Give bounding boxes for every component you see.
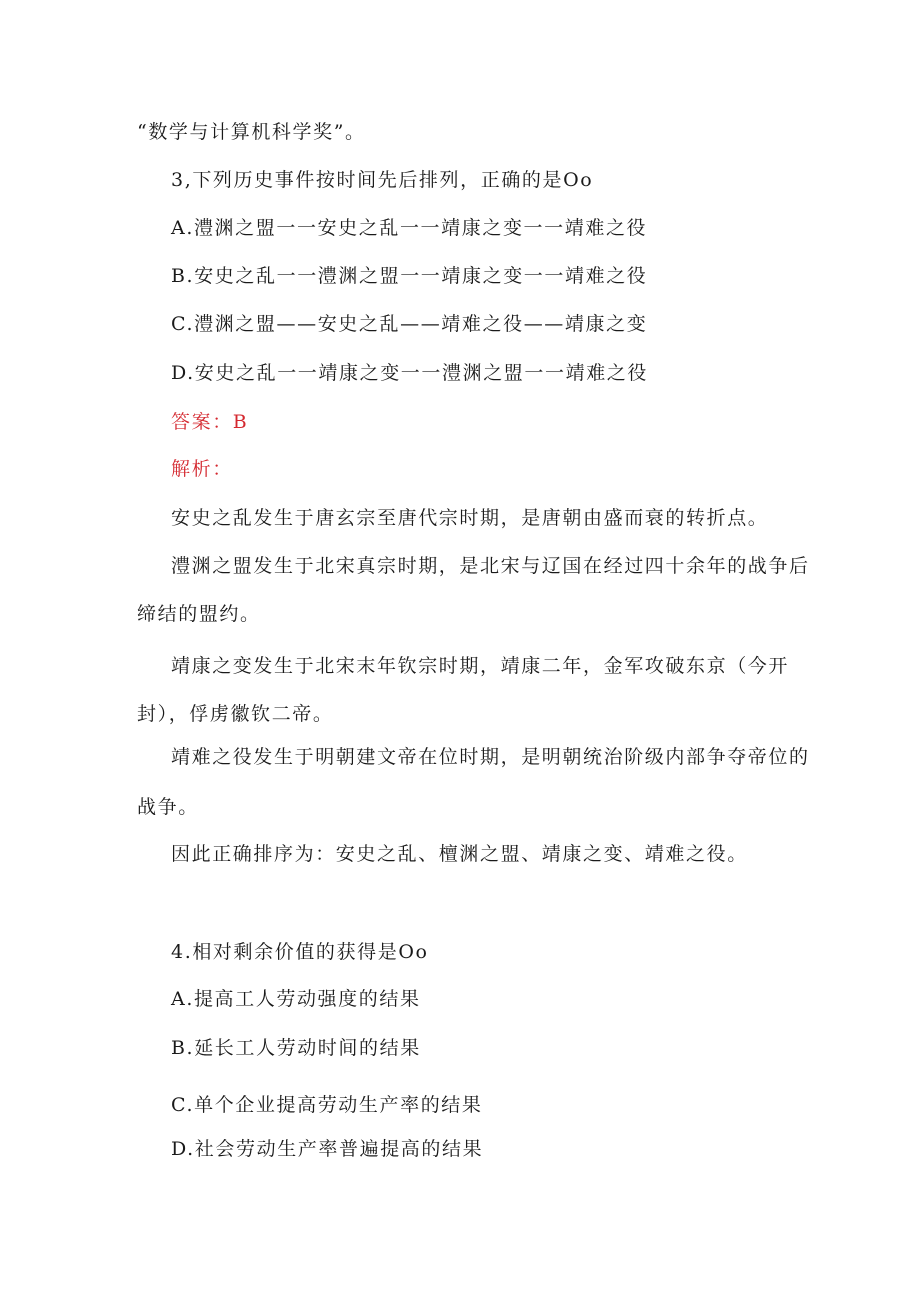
analysis-paragraph: 缔结的盟约。 xyxy=(137,603,261,625)
question-4-stem: 4.相对剩余价值的获得是Oo xyxy=(171,941,429,963)
question-4-option-a: A.提高工人劳动强度的结果 xyxy=(171,988,421,1010)
question-3-option-b: B.安史之乱一一澧渊之盟一一靖康之变一一靖难之役 xyxy=(171,265,648,287)
intro-line: “数学与计算机科学奖”。 xyxy=(137,121,366,143)
question-3-option-d: D.安史之乱一一靖康之变一一澧渊之盟一一靖难之役 xyxy=(171,362,648,384)
question-4-option-d: D.社会劳动生产率普遍提高的结果 xyxy=(171,1138,484,1160)
question-3-option-c: C.澧渊之盟——安史之乱——靖难之役——靖康之变 xyxy=(171,313,648,335)
analysis-paragraph: 战争。 xyxy=(137,796,199,818)
question-3-option-a: A.澧渊之盟一一安史之乱一一靖康之变一一靖难之役 xyxy=(171,217,648,239)
analysis-paragraph: 靖难之役发生于明朝建文帝在位时期，是明朝统治阶级内部争夺帝位的 xyxy=(171,746,810,768)
analysis-paragraph: 安史之乱发生于唐玄宗至唐代宗时期，是唐朝由盛而衰的转折点。 xyxy=(171,507,769,529)
analysis-paragraph: 封），俘虏徽钦二帝。 xyxy=(137,703,334,725)
question-4-option-c: C.单个企业提高劳动生产率的结果 xyxy=(171,1094,483,1116)
analysis-paragraph: 靖康之变发生于北宋末年钦宗时期，靖康二年，金军攻破东京（今开 xyxy=(171,655,790,677)
question-4-option-b: B.延长工人劳动时间的结果 xyxy=(171,1037,421,1059)
question-3-analysis-label: 解析： xyxy=(171,458,233,480)
analysis-paragraph: 澧渊之盟发生于北宋真宗时期，是北宋与辽国在经过四十余年的战争后 xyxy=(171,555,810,577)
question-3-stem: 3,下列历史事件按时间先后排列，正确的是Oo xyxy=(171,169,594,191)
analysis-paragraph: 因此正确排序为：安史之乱、檀渊之盟、靖康之变、靖难之役。 xyxy=(171,843,748,865)
question-3-answer: 答案：B xyxy=(171,411,249,433)
